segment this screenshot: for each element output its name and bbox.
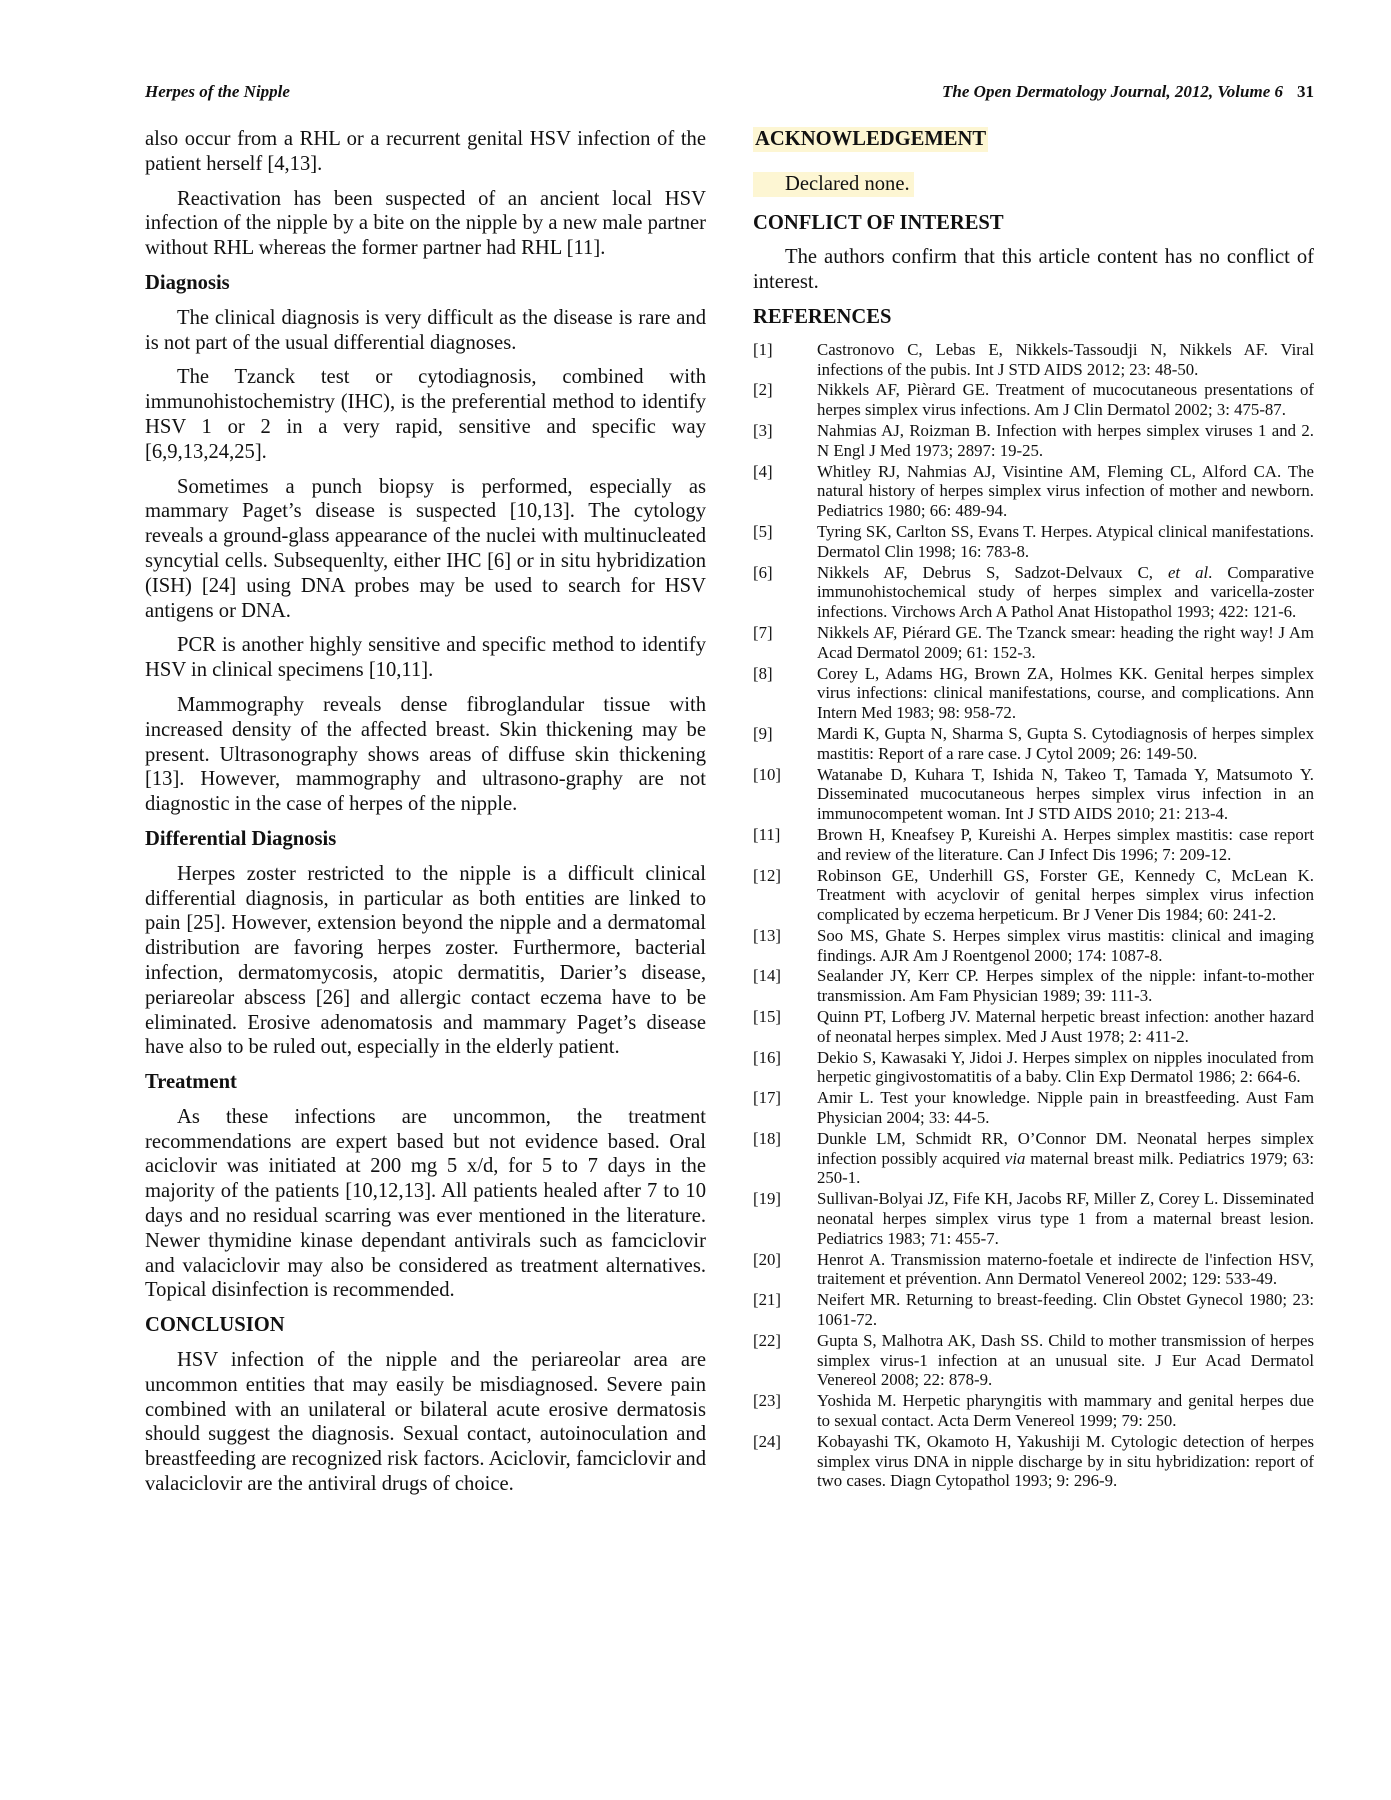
paragraph: As these infections are uncommon, the treatment recommendations are expert based but not evidence based. Oral aciclovir was initiated at 200 mg 5 x/d, for 5 to 7 days in the majority of the patients [10,12,13]. All patients healed after 7 to 10 days and no residual scarring was ever mentioned in the literature. Newer thymidine kinase dependant antivirals such as famciclovir and valaciclovir may also be considered as treatment alternatives. Topical disinfection is recommended. <box>145 1105 706 1302</box>
reference-number: [2] <box>753 380 773 400</box>
left-column <box>145 127 706 1507</box>
reference-item <box>753 380 1314 420</box>
reference-text <box>817 866 1314 925</box>
reference-text <box>817 1391 1314 1431</box>
reference-item <box>753 623 1314 663</box>
reference-segment: Nikkels AF, Pièrard GE. Treatment of mucocutaneous presentations of herpes simplex virus infections. Am J Clin Dermatol 2002; 3: 475-87. <box>817 380 1314 420</box>
reference-item <box>753 1391 1314 1431</box>
reference-text <box>817 1048 1314 1088</box>
reference-number: [13] <box>753 925 781 945</box>
reference-segment: Nahmias AJ, Roizman B. Infection with herpes simplex viruses 1 and 2. N Engl J Med 1973; 2897: 19-25. <box>817 420 1314 460</box>
running-head-journal <box>942 82 1314 102</box>
reference-number: [21] <box>753 1290 781 1310</box>
reference-number: [9] <box>753 723 773 743</box>
reference-number: [22] <box>753 1330 781 1350</box>
reference-segment: Gupta S, Malhotra AK, Dash SS. Child to mother transmission of herpes simplex virus-1 infection at an unusual site. J Eur Acad Dermatol Venereol 2008; 22: 878-9. <box>817 1330 1314 1390</box>
reference-item <box>753 462 1314 521</box>
reference-text <box>817 926 1314 966</box>
reference-item <box>753 1331 1314 1390</box>
section-heading-conclusion: CONCLUSION <box>145 1314 285 1337</box>
reference-number: [1] <box>753 339 773 359</box>
reference-segment: Castronovo C, Lebas E, Nikkels-Tassoudji N, Nikkels AF. Viral infections of the pubis. Int J STD AIDS 2012; 23: 48-50. <box>817 339 1314 379</box>
reference-item <box>753 926 1314 966</box>
reference-list <box>753 340 1314 1491</box>
reference-item <box>753 421 1314 461</box>
journal-name: The Open Dermatology Journal, 2012, Volume 6 <box>942 82 1283 101</box>
reference-text <box>817 340 1314 380</box>
reference-text <box>817 1331 1314 1390</box>
reference-number: [17] <box>753 1088 781 1108</box>
reference-text <box>817 1007 1314 1047</box>
reference-item <box>753 724 1314 764</box>
reference-number: [12] <box>753 865 781 885</box>
reference-segment: Quinn PT, Lofberg JV. Maternal herpetic breast infection: another hazard of neonatal herpes simplex. Med J Aust 1978; 2: 411-2. <box>817 1007 1314 1046</box>
reference-italic: et al <box>1167 562 1209 582</box>
reference-item <box>753 866 1314 925</box>
reference-number: [20] <box>753 1249 781 1269</box>
reference-item <box>753 1129 1314 1188</box>
section-heading-acknowledgement: ACKNOWLEDGEMENT <box>755 128 987 150</box>
reference-segment: Amir L. Test your knowledge. Nipple pain in breastfeeding. Aust Fam Physician 2004; 33: 44-5. <box>817 1088 1314 1128</box>
reference-segment: Sealander JY, Kerr CP. Herpes simplex of the nipple: infant-to-mother transmission. Am Fam Physician 1989; 39: 111-3. <box>817 966 1314 1006</box>
reference-item <box>753 1007 1314 1047</box>
reference-number: [7] <box>753 622 773 642</box>
reference-text <box>817 825 1314 865</box>
reference-text <box>817 1129 1314 1188</box>
reference-item <box>753 664 1314 723</box>
reference-text <box>817 462 1314 521</box>
reference-text <box>817 421 1314 461</box>
reference-item <box>753 1432 1314 1491</box>
paragraph: Mammography reveals dense fibroglandular tissue with increased density of the affected breast. Skin thickening may be present. Ultrasonography shows areas of diffuse skin thickening [13]. However, mammography and ultrasono-graphy are not diagnostic in the case of herpes of the nipple. <box>145 693 706 816</box>
reference-item <box>753 1290 1314 1330</box>
paragraph: Reactivation has been suspected of an ancient local HSV infection of the nipple by a bite on the nipple by a new male partner without RHL whereas the former partner had RHL [11]. <box>145 187 706 260</box>
reference-text <box>817 1088 1314 1128</box>
reference-number: [3] <box>753 420 773 440</box>
reference-segment: Dekio S, Kawasaki Y, Jidoi J. Herpes simplex on nipples inoculated from herpetic gingivostomatitis of a baby. Clin Exp Dermatol 1986; 2: 664-6. <box>817 1047 1314 1087</box>
reference-text <box>817 724 1314 764</box>
reference-item <box>753 1048 1314 1088</box>
paragraph: PCR is another highly sensitive and specific method to identify HSV in clinical specimens [10,11]. <box>145 634 706 682</box>
reference-number: [14] <box>753 966 781 986</box>
reference-number: [15] <box>753 1007 781 1027</box>
paragraph: also occur from a RHL or a recurrent genital HSV infection of the patient herself [4,13]. <box>145 128 706 175</box>
reference-segment: Henrot A. Transmission materno-foetale et indirecte de l'infection HSV, traitement et prévention. Ann Dermatol Venereol 2002; 129: 533-49. <box>817 1249 1314 1289</box>
section-heading-diagnosis: Diagnosis <box>145 271 230 294</box>
reference-item <box>753 563 1314 622</box>
running-head-title: Herpes of the Nipple <box>145 82 290 101</box>
reference-number: [18] <box>753 1128 781 1148</box>
reference-text <box>817 623 1314 663</box>
reference-text <box>817 765 1314 824</box>
reference-text <box>817 522 1314 562</box>
reference-segment: Soo MS, Ghate S. Herpes simplex virus mastitis: clinical and imaging findings. AJR Am J Roentgenol 2000; 174: 1087-8. <box>817 925 1314 965</box>
reference-segment: Sullivan-Bolyai JZ, Fife KH, Jacobs RF, Miller Z, Corey L. Disseminated neonatal herpes simplex virus type 1 from a maternal breast lesion. Pediatrics 1983; 71: 455-7. <box>817 1189 1314 1248</box>
reference-italic: via <box>1004 1148 1026 1168</box>
reference-segment: Tyring SK, Carlton SS, Evans T. Herpes. Atypical clinical manifestations. Dermatol Clin 1998; 16: 783-8. <box>817 521 1314 561</box>
reference-segment: Whitley RJ, Nahmias AJ, Visintine AM, Fleming CL, Alford CA. The natural history of herpes simplex virus infection of mother and newborn. Pediatrics 1980; 66: 489-94. <box>817 461 1314 521</box>
reference-segment: maternal breast milk. Pediatrics 1979; 63: 250-1. <box>817 1148 1314 1188</box>
reference-text <box>817 1290 1314 1330</box>
section-heading-conflict: CONFLICT OF INTEREST <box>753 211 1004 234</box>
reference-text <box>817 1432 1314 1491</box>
reference-segment: Mardi K, Gupta N, Sharma S, Gupta S. Cytodiagnosis of herpes simplex mastitis: Report of a rare case. J Cytol 2009; 26: 149-50. <box>817 723 1314 763</box>
reference-number: [10] <box>753 764 781 784</box>
reference-text <box>817 1250 1314 1290</box>
reference-text <box>817 1189 1314 1248</box>
right-column <box>753 127 1314 1492</box>
reference-number: [4] <box>753 461 773 481</box>
reference-segment: Neifert MR. Returning to breast-feeding. Clin Obstet Gynecol 1980; 23: 1061-72. <box>817 1290 1314 1330</box>
paragraph: Herpes zoster restricted to the nipple is a difficult clinical differential diagnosis, in particular as both entities are linked to pain [25]. However, extension beyond the nipple and a dermatomal distribution are favoring herpes zoster. Furthermore, bacterial infection, dermatomycosis, atopic dermatitis, Darier’s disease, periareolar abscess [26] and allergic contact eczema have to be eliminated. Erosive adenomatosis and mammary Paget’s disease have also to be ruled out, especially in the elderly patient. <box>145 862 706 1059</box>
reference-number: [23] <box>753 1391 781 1411</box>
reference-segment: Yoshida M. Herpetic pharyngitis with mammary and genital herpes due to sexual contact. Acta Derm Venereol 1999; 79: 250. <box>817 1391 1314 1431</box>
paragraph: The clinical diagnosis is very difficult as the disease is rare and is not part of the usual differential diagnoses. <box>145 306 706 354</box>
page-number: 31 <box>1297 82 1314 101</box>
reference-number: [6] <box>753 562 773 582</box>
reference-item <box>753 1088 1314 1128</box>
reference-text <box>817 664 1314 723</box>
reference-segment: Nikkels AF, Piérard GE. The Tzanck smear: heading the right way! J Am Acad Dermatol 2009; 61: 152-3. <box>817 622 1314 662</box>
reference-number: [16] <box>753 1047 781 1067</box>
section-heading-references: REFERENCES <box>753 305 892 328</box>
reference-text <box>817 380 1314 420</box>
conflict-text: The authors confirm that this article content has no conflict of interest. <box>753 246 1314 294</box>
reference-item <box>753 765 1314 824</box>
section-heading-differential: Differential Diagnosis <box>145 827 337 850</box>
reference-segment: Nikkels AF, Debrus S, Sadzot-Delvaux C, <box>817 562 1168 582</box>
reference-item <box>753 1189 1314 1248</box>
section-heading-treatment: Treatment <box>145 1071 237 1094</box>
reference-item <box>753 966 1314 1006</box>
reference-number: [24] <box>753 1431 781 1451</box>
reference-number: [8] <box>753 663 773 683</box>
reference-segment: Watanabe D, Kuhara T, Ishida N, Takeo T, Tamada Y, Matsumoto Y. Disseminated mucocutaneous herpes simplex virus infection in an immunocompetent woman. Int J STD AIDS 2010; 21: 213-4. <box>817 764 1314 824</box>
reference-text <box>817 563 1314 622</box>
reference-segment: Dunkle LM, Schmidt RR, O’Connor DM. Neonatal herpes simplex infection possibly acquired <box>817 1128 1314 1168</box>
reference-segment: Corey L, Adams HG, Brown ZA, Holmes KK. Genital herpes simplex virus infections: clinical manifestations, course, and complications. Ann Intern Med 1983; 98: 958-72. <box>817 663 1314 723</box>
paragraph: HSV infection of the nipple and the periareolar area are uncommon entities that may easily be misdiagnosed. Severe pain combined with an unilateral or bilateral acute erosive dermatosis should suggest the diagnosis. Sexual contact, autoinoculation and breastfeeding are recognized risk factors. Aciclovir, famciclovir and valaciclovir are the antiviral drugs of choice. <box>145 1349 706 1496</box>
paragraph: The Tzanck test or cytodiagnosis, combined with immunohistochemistry (IHC), is the preferential method to identify HSV 1 or 2 in a very rapid, sensitive and specific way [6,9,13,24,25]. <box>145 366 706 463</box>
paragraph: Sometimes a punch biopsy is performed, especially as mammary Paget’s disease is suspected [10,13]. The cytology reveals a ground-glass appearance of the nuclei with multinucleated syncytial cells. Subsequenlty, either IHC [6] or in situ hybridization (ISH) [24] using DNA probes may be used to search for HSV antigens or DNA. <box>145 475 706 622</box>
reference-item <box>753 825 1314 865</box>
reference-number: [11] <box>753 824 781 844</box>
reference-item <box>753 522 1314 562</box>
reference-text <box>817 966 1314 1006</box>
reference-item <box>753 340 1314 380</box>
reference-segment: Robinson GE, Underhill GS, Forster GE, Kennedy C, McLean K. Treatment with acyclovir of genital herpes simplex virus infection complicated by eczema herpeticum. Br J Vener Dis 1984; 60: 241-2. <box>817 865 1314 925</box>
acknowledgement-text: Declared none. <box>753 172 914 197</box>
reference-segment: . Comparative immunohistochemical study of herpes simplex and varicella-zoster infections. Virchows Arch A Pathol Anat Histopathol 1993; 422: 121-6. <box>817 562 1314 622</box>
reference-number: [19] <box>753 1189 781 1209</box>
reference-segment: Brown H, Kneafsey P, Kureishi A. Herpes simplex mastitis: case report and review of the literature. Can J Infect Dis 1996; 7: 209-12. <box>817 824 1314 864</box>
reference-number: [5] <box>753 521 773 541</box>
reference-segment: Kobayashi TK, Okamoto H, Yakushiji M. Cytologic detection of herpes simplex virus DNA in nipple discharge by in situ hybridization: report of two cases. Diagn Cytopathol 1993; 9: 296-9. <box>817 1431 1314 1491</box>
reference-item <box>753 1250 1314 1290</box>
